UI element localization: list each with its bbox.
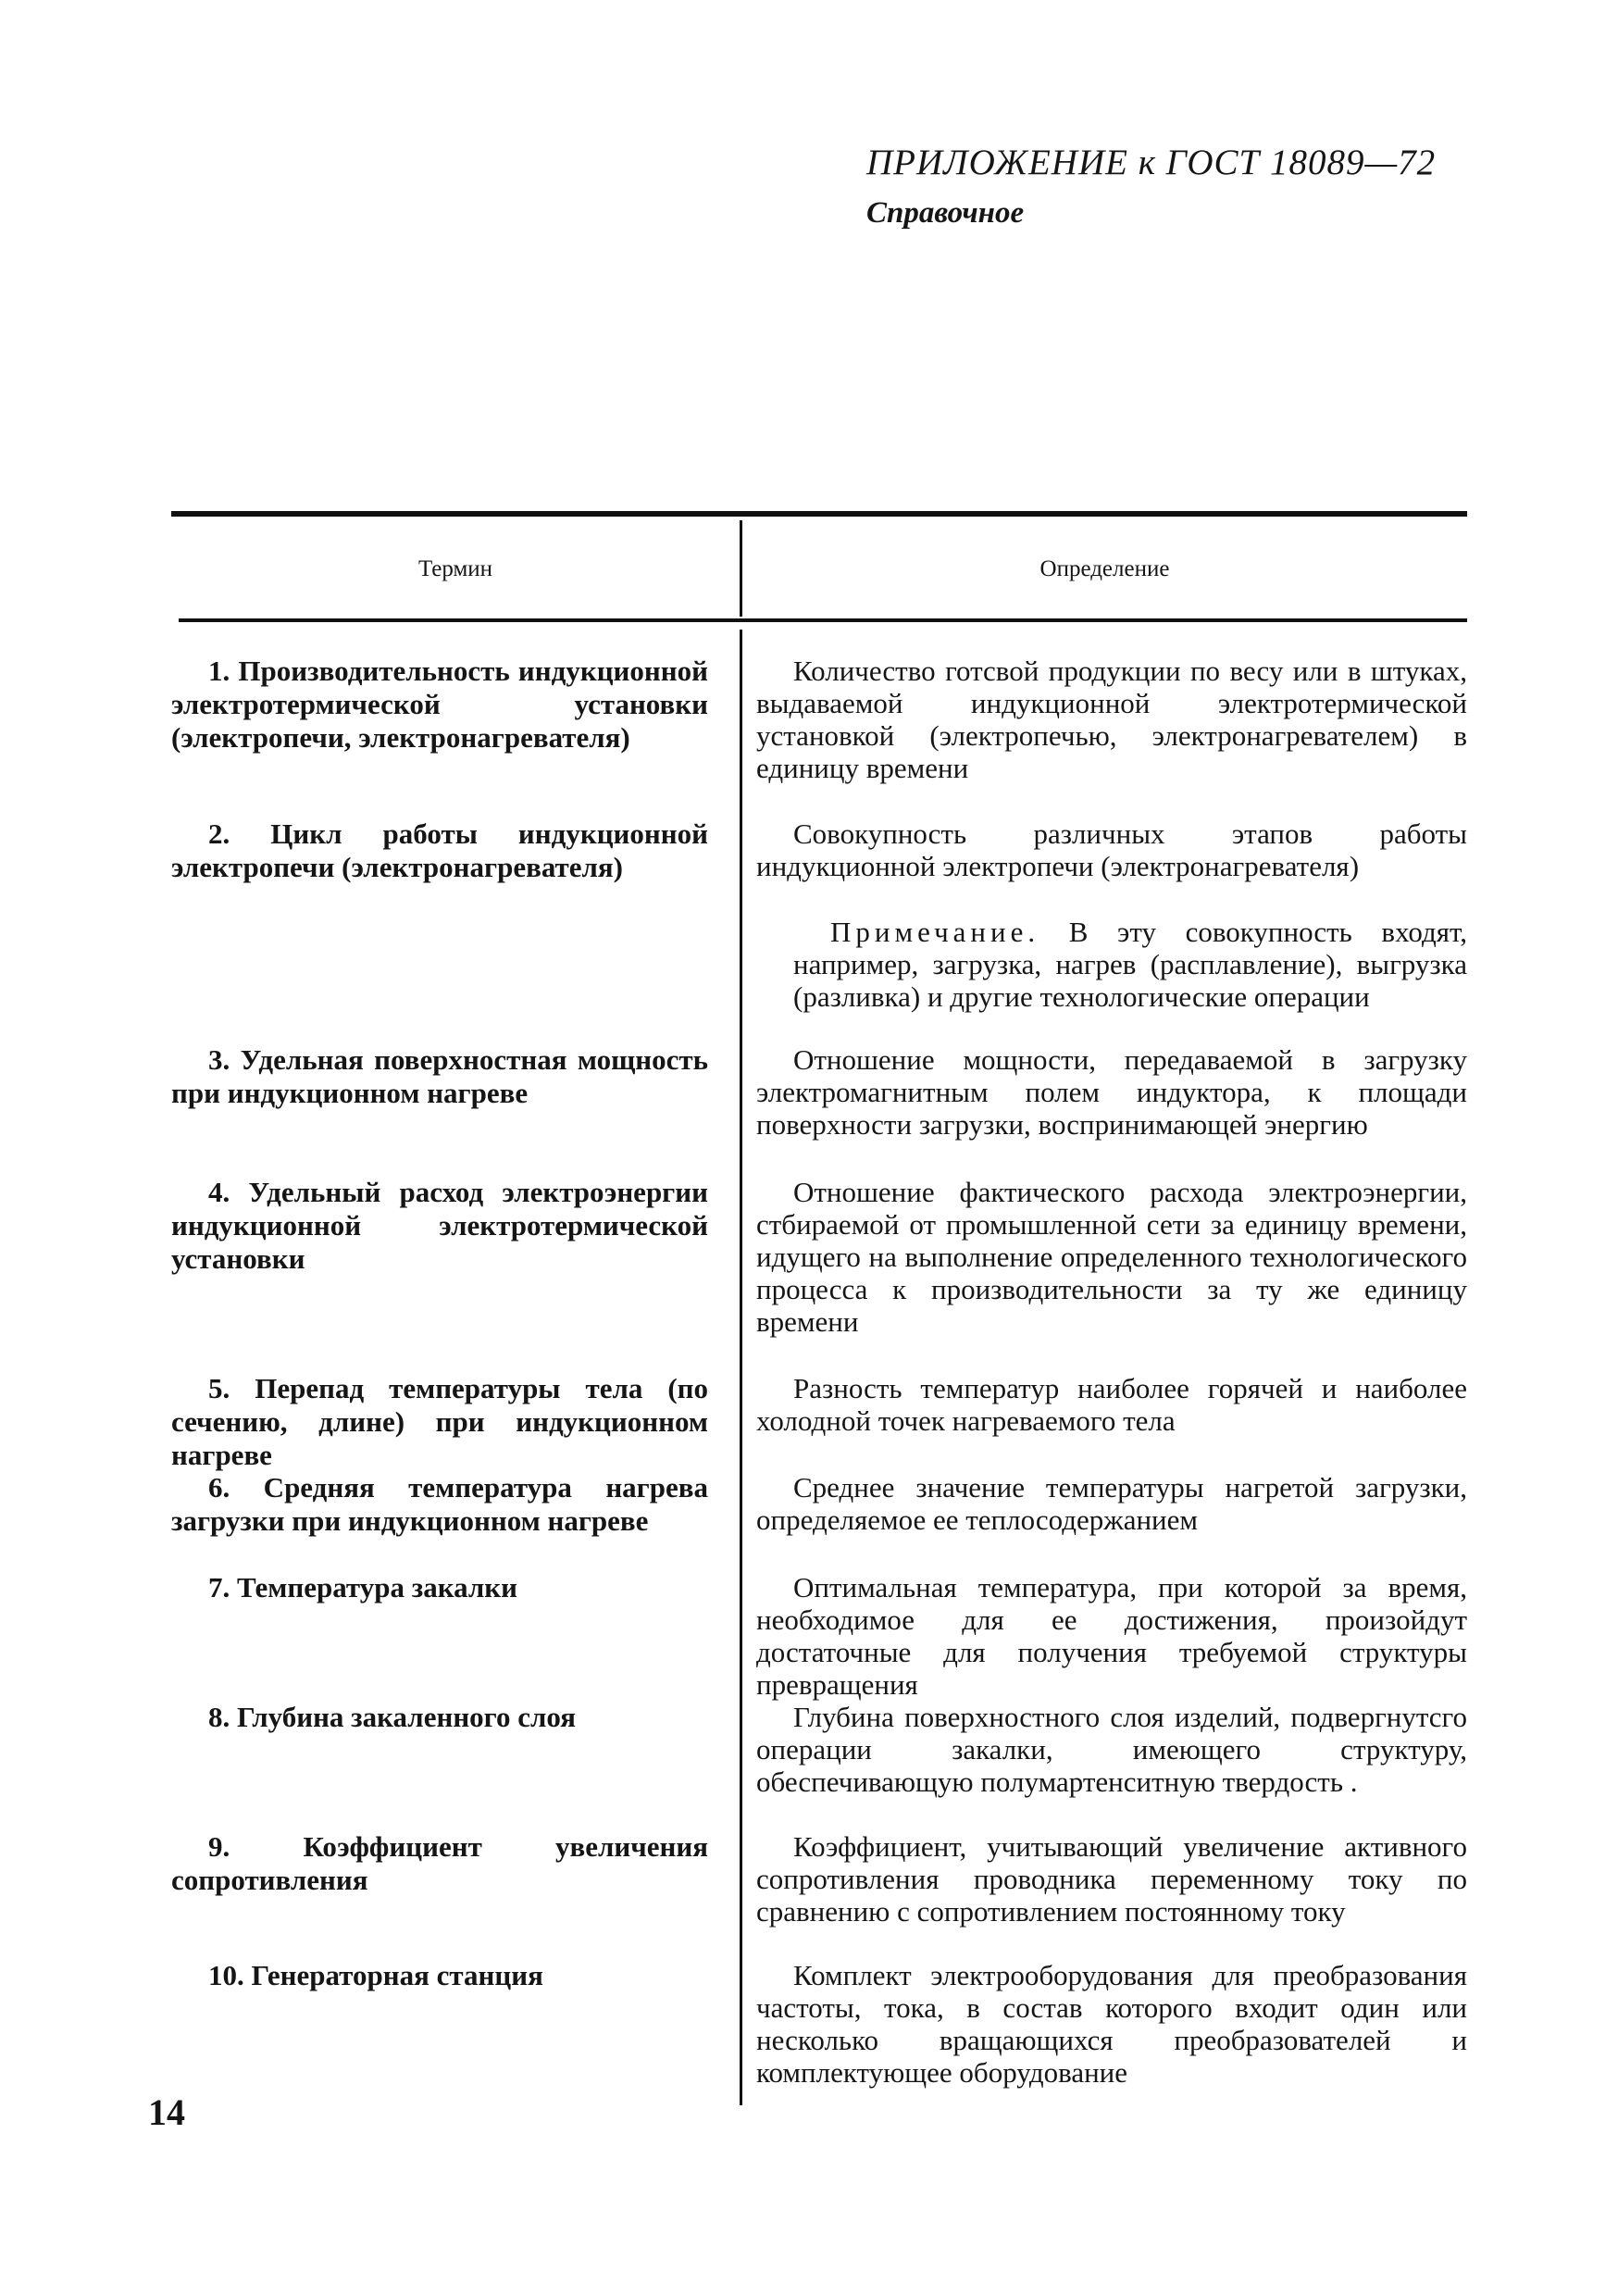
- term-2: 2. Цикл работы индукционной электропечи (электронагревателя): [171, 817, 708, 883]
- appendix-title: ПРИЛОЖЕНИЕ к ГОСТ 18089—72: [866, 143, 1437, 182]
- table-top-rule: [171, 511, 1467, 517]
- note-label: Примечание.: [830, 916, 1040, 948]
- reference-type: Справочное: [866, 195, 1025, 230]
- term-3: 3. Удельная поверхностная мощность при индукционном нагреве: [171, 1043, 708, 1109]
- term-9: 9. Коэффициент увеличения сопротивления: [171, 1830, 708, 1896]
- definition-9: Коэффициент, учитывающий увеличение активного сопротивления проводника переменному току по сравнению с сопротивлением постоянному току: [756, 1830, 1467, 1928]
- term-5: 5. Перепад температуры тела (по сечению, длине) при индукционном нагреве: [171, 1372, 708, 1471]
- body-column-divider: [740, 630, 742, 2105]
- definition-2-note: [793, 916, 1467, 1013]
- definition-5: Разность температур наиболее горячей и наиболее холодной точек нагреваемого тела: [756, 1372, 1467, 1437]
- definition-1: Количество готсвой продукции по весу или в штуках, выдаваемой индукционной электротермической установкой (электропечью, электронагревателем) в единицу времени: [756, 655, 1467, 784]
- term-8: 8. Глубина закаленного слоя: [208, 1701, 577, 1733]
- definition-4: Отношение фактического расхода электроэнергии, стбираемой от промышленной сети за единицу времени, идущего на выполнение определенного технологического процесса к производительности за ту же единицу времени: [756, 1176, 1467, 1338]
- term-7: 7. Температура закалки: [208, 1571, 517, 1603]
- definition-7: Оптимальная температура, при которой за время, необходимое для ее достижения, произойдут достаточные для получения требуемой структуры превращения: [756, 1571, 1467, 1701]
- note-text: В эту совокупность входят, например, загрузка, нагрев (расплавление), выгрузка (разливка) и другие технологические операции: [793, 916, 1467, 1013]
- terms-table: [171, 511, 1467, 2113]
- term-1: 1. Производительность индукционной электротермической установки (электропечи, электронагревателя): [171, 655, 708, 754]
- definition-3: Отношение мощности, передаваемой в загрузку электромагнитным полем индуктора, к площади поверхности загрузки, воспринимающей энергию: [756, 1043, 1467, 1141]
- term-6: 6. Средняя температура нагрева загрузки при индукционном нагреве: [171, 1471, 708, 1537]
- definition-8: Глубина поверхностного слоя изделий, подвергнутсго операции закалки, имеющего структуру, обеспечивающую полумартенситную твердость .: [756, 1701, 1467, 1798]
- term-10: 10. Генераторная станция: [208, 1959, 543, 1991]
- column-header-definition: Определение: [1039, 556, 1170, 581]
- column-header-term: Термин: [417, 556, 493, 581]
- definition-6: Среднее значение температуры нагретой загрузки, определяемое ее теплосодержанием: [756, 1471, 1467, 1536]
- page-header: [866, 144, 1487, 230]
- definition-2: Совокупность различных этапов работы индукционной электропечи (электронагревателя): [756, 817, 1467, 882]
- header-bottom-rule: [179, 618, 1467, 622]
- page-number: 14: [148, 2091, 185, 2133]
- term-4: 4. Удельный расход электроэнергии индукционной электротермической установки: [171, 1176, 708, 1275]
- definition-10: Комплект электрооборудования для преобразования частоты, тока, в состав которого входит один или несколько вращающихся преобразователей и комплектующее оборудование: [756, 1959, 1467, 2089]
